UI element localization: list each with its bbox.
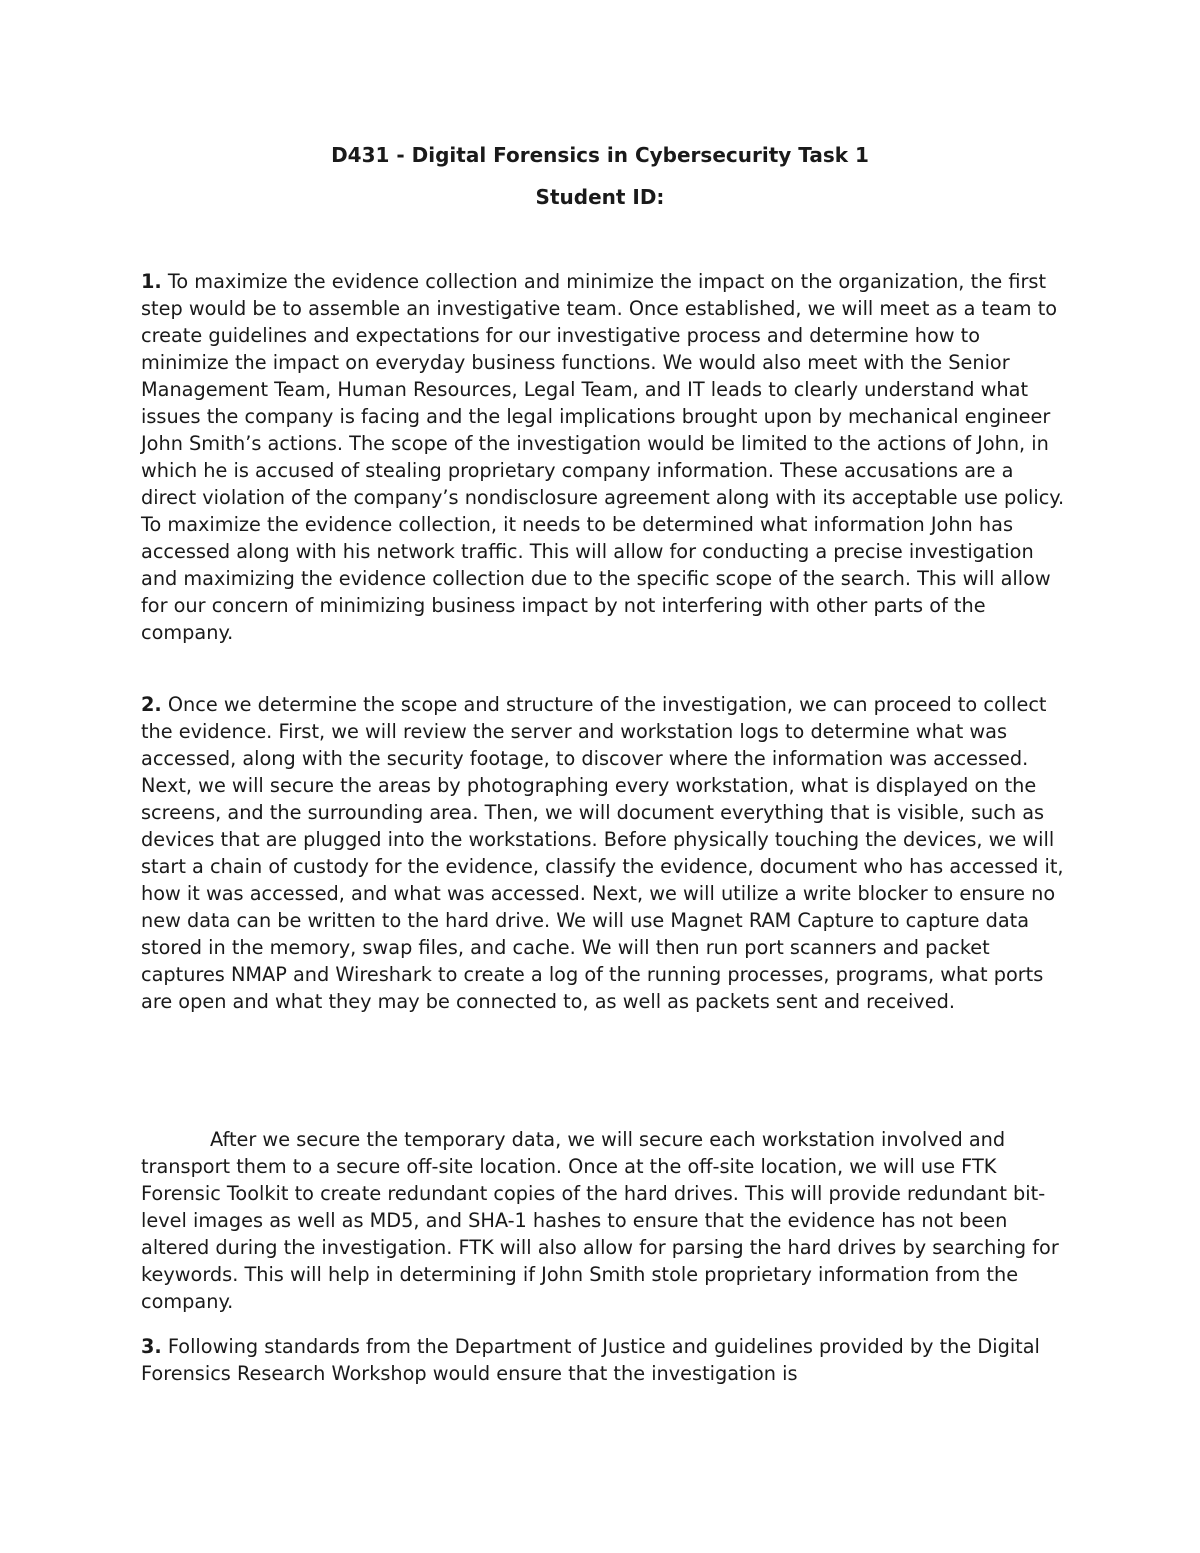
section-3-paragraph [141, 1333, 1071, 1387]
section-2-paragraph [141, 691, 1071, 1015]
section-2-number: 2. [141, 693, 162, 716]
section-1-text: To maximize the evidence collection and minimize the impact on the organization, the first step would be to assemble an investigative team. Once established, we will meet as a team to create guidelines and expectations for our investigative process and determine how to minimize the impact on everyday business functions. We would also meet with the Senior Management Team, Human Resources, Legal Team, and IT leads to clearly understand what issues the company is facing and the legal implications brought upon by mechanical engineer John Smith’s actions. The scope of the investigation would be limited to the actions of John, in which he is accused of stealing proprietary company information. These accusations are a direct violation of the company’s nondisclosure agreement along with its acceptable use policy. To maximize the evidence collection, it needs to be determined what information John has accessed along with his network traffic. This will allow for conducting a precise investigation and maximizing the evidence collection due to the specific scope of the search. This will allow for our concern of minimizing business impact by not interfering with other parts of the company. [141, 270, 1065, 644]
section-1-paragraph [141, 268, 1071, 646]
section-2-continuation-paragraph [141, 1126, 1071, 1315]
section-1-number: 1. [141, 270, 162, 293]
section-2-continuation-text: After we secure the temporary data, we will secure each workstation involved and transport them to a secure off-site location. Once at the off-site location, we will use FTK Forensic Toolkit to create redundant copies of the hard drives. This will provide redundant bit-level images as well as MD5, and SHA-1 hashes to ensure that the evidence has not been altered during the investigation. FTK will also allow for parsing the hard drives by searching for keywords. This will help in determining if John Smith stole proprietary information from the company. [141, 1128, 1059, 1313]
student-id-label: Student ID: [535, 185, 665, 209]
section-3-number: 3. [141, 1335, 162, 1358]
document-title: D431 - Digital Forensics in Cybersecurity Task 1 [331, 143, 869, 167]
section-2-text: Once we determine the scope and structure of the investigation, we can proceed to collect the evidence. First, we will review the server and workstation logs to determine what was accessed, along with the security footage, to discover where the information was accessed. Next, we will secure the areas by photographing every workstation, what is displayed on the screens, and the surrounding area. Then, we will document everything that is visible, such as devices that are plugged into the workstations. Before physically touching the devices, we will start a chain of custody for the evidence, classify the evidence, document who has accessed it, how it was accessed, and what was accessed. Next, we will utilize a write blocker to ensure no new data can be written to the hard drive. We will use Magnet RAM Capture to capture data stored in the memory, swap files, and cache. We will then run port scanners and packet captures NMAP and Wireshark to create a log of the running processes, programs, what ports are open and what they may be connected to, as well as packets sent and received. [141, 693, 1064, 1013]
section-3-text: Following standards from the Department of Justice and guidelines provided by the Digital Forensics Research Workshop would ensure that the investigation is [141, 1335, 1040, 1385]
